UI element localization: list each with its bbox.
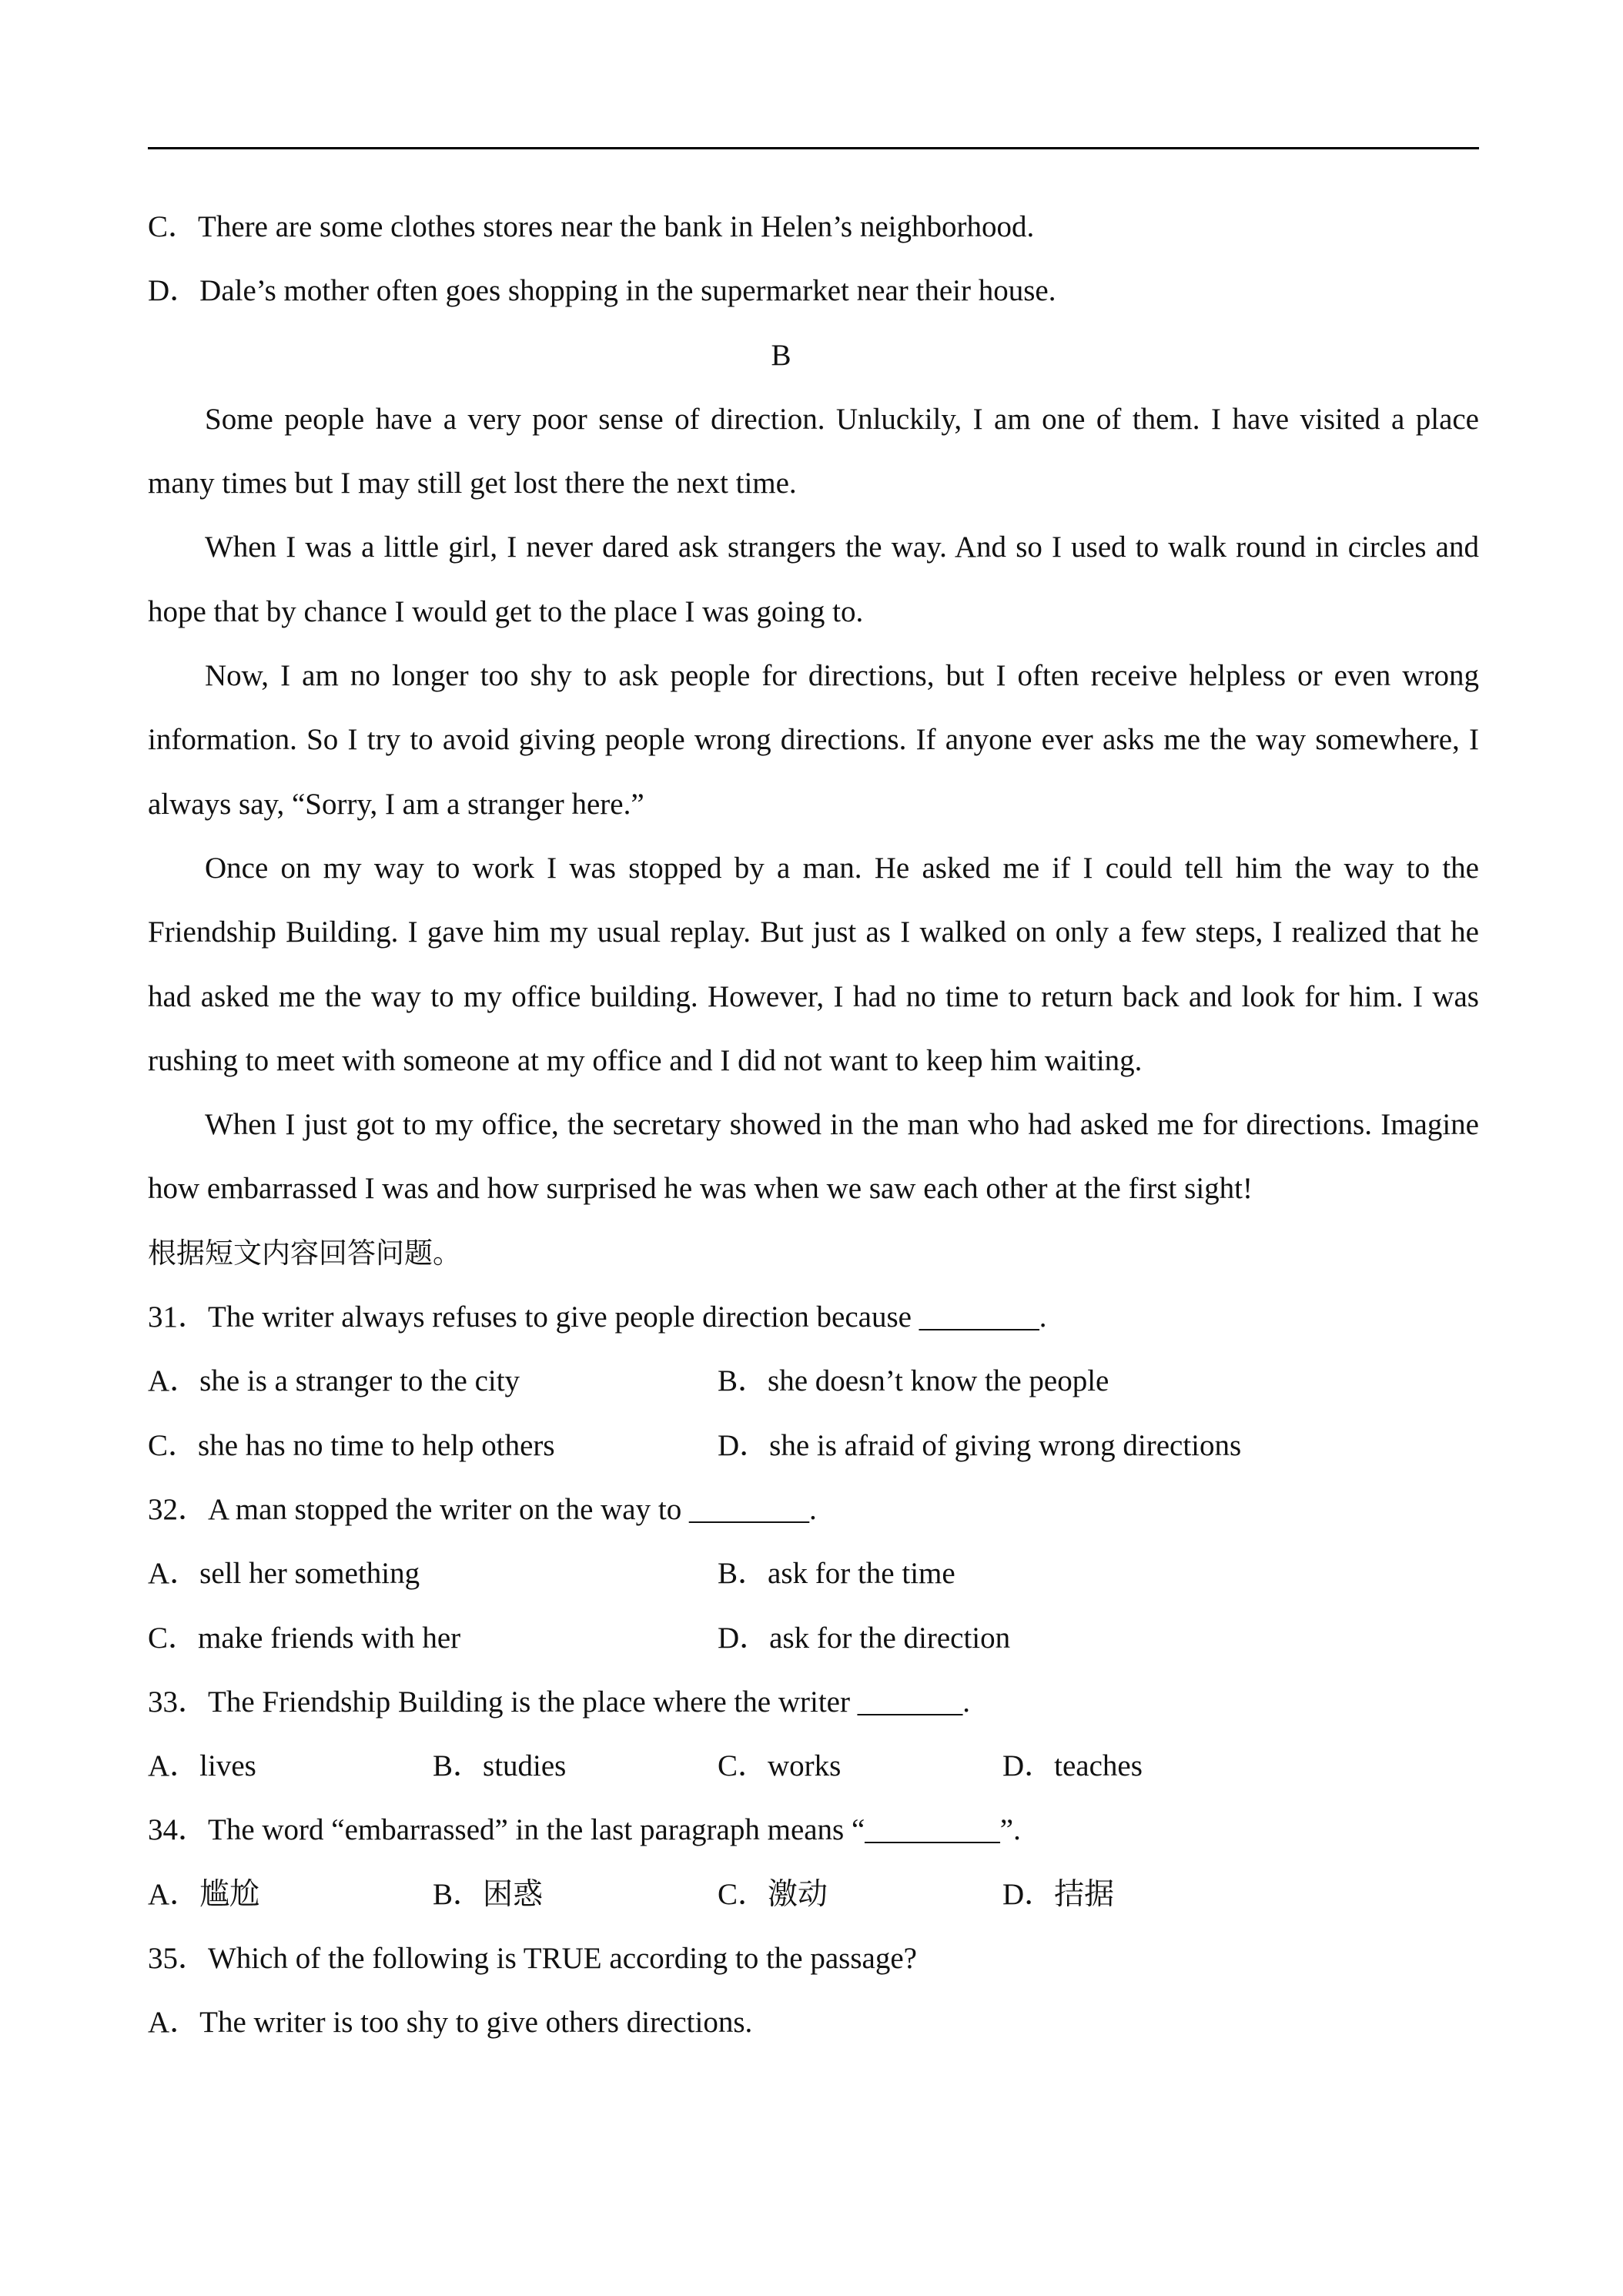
question-32-option-b: B．ask for the time — [718, 1557, 955, 1591]
question-31-option-c: C．she has no time to help others — [148, 1428, 555, 1462]
question-33-options — [148, 1734, 1479, 1798]
question-32-options-row-2 — [148, 1606, 1479, 1670]
passage-paragraph-5: When I just got to my office, the secretary showed in the man who had asked me for directions. Imagine how embarrassed I was and how surprised he was when we saw each other at the first sight! — [148, 1108, 1479, 1206]
question-31-option-d: D．she is afraid of giving wrong directions — [718, 1428, 1242, 1462]
header-rule — [148, 147, 1479, 149]
question-34-stem: 34．The word “embarrassed” in the last paragraph means “_________”. — [148, 1813, 1021, 1847]
question-32-option-d: D．ask for the direction — [718, 1621, 1011, 1655]
prev-option-d: D．Dale’s mother often goes shopping in the supermarket near their house. — [148, 274, 1056, 308]
question-31-option-a: A．she is a stranger to the city — [148, 1364, 520, 1398]
passage-paragraph-2: When I was a little girl, I never dared ask strangers the way. And so I used to walk round in circles and hope that by chance I would get to the place I was going to. — [148, 530, 1479, 628]
question-34-option-a: A．尴尬 — [148, 1877, 260, 1911]
question-35-stem: 35．Which of the following is TRUE according to the passage? — [148, 1942, 917, 1976]
instruction: 根据短文内容回答问题。 — [148, 1236, 461, 1270]
passage-paragraph-4: Once on my way to work I was stopped by a man. He asked me if I could tell him the way to the Friendship Building. I gave him my usual replay. But just as I walked on only a few steps, I realized that he had asked me the way to my office building. However, I had no time to return back and look for him. I was rushing to meet with someone at my office and I did not want to keep him waiting. — [148, 851, 1479, 1077]
question-34-option-b: B．困惑 — [433, 1877, 544, 1911]
question-32-option-c: C．make friends with her — [148, 1621, 461, 1655]
question-34-option-c: C．激动 — [718, 1877, 828, 1911]
question-31-stem: 31．The writer always refuses to give people direction because ________. — [148, 1300, 1047, 1334]
question-33-option-a: A．lives — [148, 1749, 256, 1783]
question-32-option-a: A．sell her something — [148, 1557, 420, 1591]
question-33-option-c: C．works — [718, 1749, 842, 1783]
question-35-option-a: A．The writer is too shy to give others directions. — [148, 2006, 753, 2040]
question-32-options-row-1 — [148, 1541, 1479, 1605]
question-33-option-b: B．studies — [433, 1749, 567, 1783]
passage-paragraph-1: Some people have a very poor sense of direction. Unluckily, I am one of them. I have visited a place many times but I may still get lost there the next time. — [148, 402, 1479, 500]
question-31-option-b: B．she doesn’t know the people — [718, 1364, 1109, 1398]
question-34-options — [148, 1863, 1479, 1926]
question-32-stem: 32．A man stopped the writer on the way to ________. — [148, 1492, 817, 1526]
section-label: B — [771, 338, 791, 372]
question-31-options-row-2 — [148, 1414, 1479, 1478]
question-33-option-d: D．teaches — [1002, 1749, 1143, 1783]
passage-paragraph-3: Now, I am no longer too shy to ask people for directions, but I often receive helpless or even wrong information. So I try to avoid giving people wrong directions. If anyone ever asks me the way somewhere, I always say, “Sorry, I am a stranger here.” — [148, 659, 1479, 821]
prev-option-c: C．There are some clothes stores near the bank in Helen’s neighborhood. — [148, 210, 1035, 243]
question-34-option-d: D．拮据 — [1002, 1877, 1115, 1911]
question-31-options-row-1 — [148, 1349, 1479, 1413]
question-33-stem: 33．The Friendship Building is the place where the writer _______. — [148, 1685, 970, 1719]
exam-page — [148, 195, 1479, 2055]
